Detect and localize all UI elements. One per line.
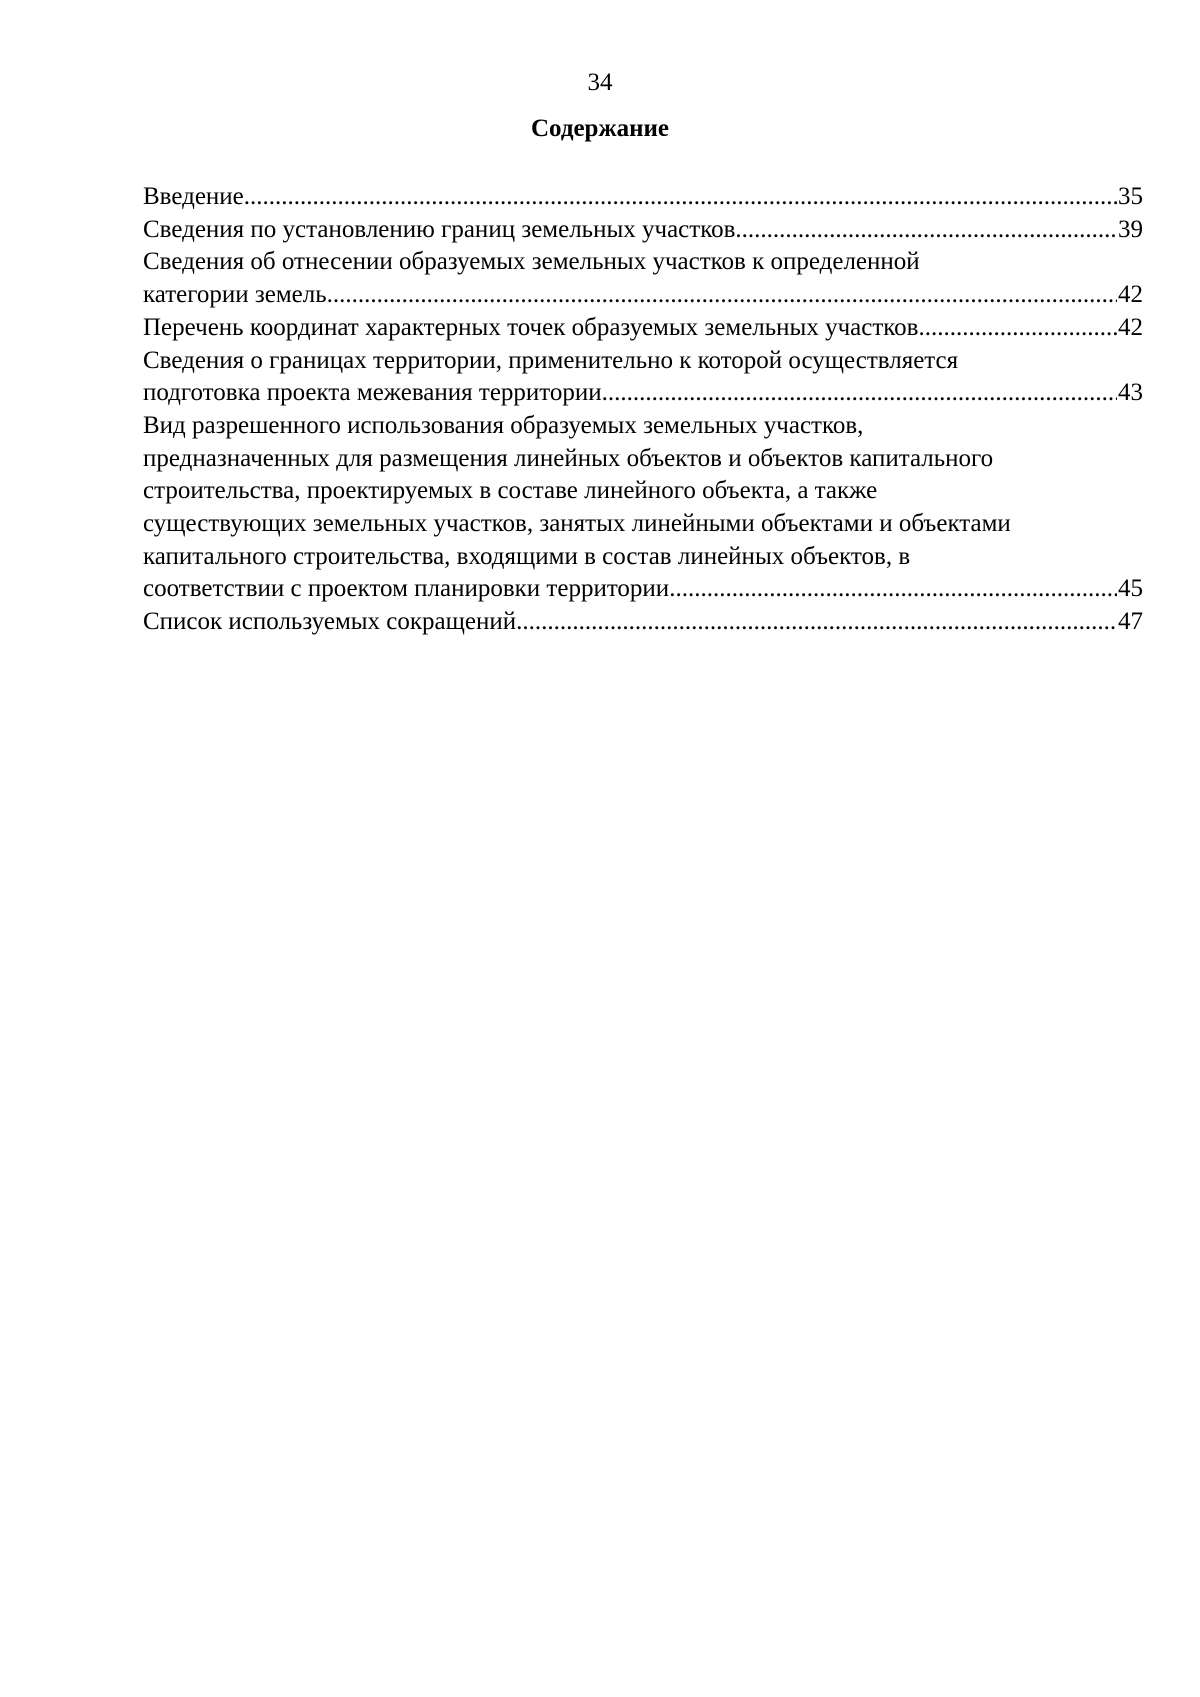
toc-entry-title-line: категории земель	[143, 281, 327, 309]
toc-entry-title-line: Вид разрешенного использования образуемых земельных участков,	[143, 411, 864, 439]
toc-entry-title-line: строительства, проектируемых в составе линейного объекта, а также	[143, 477, 878, 505]
page-number: 34	[587, 69, 613, 96]
toc-entry-title: Список используемых сокращений	[143, 608, 517, 636]
dot-leader	[602, 377, 1117, 410]
toc-entry-title-line: Сведения об отнесении образуемых земельных участков к определенной	[143, 248, 920, 276]
toc-entry-title-line: подготовка проекта межевания территории	[143, 379, 602, 407]
toc-page-number: 47	[1118, 608, 1143, 636]
toc-entry-coordinates[interactable]	[143, 312, 1143, 345]
toc-entry-permitted-use[interactable]	[143, 410, 1143, 606]
toc-page-number: 43	[1118, 379, 1143, 407]
toc-page-number: 39	[1118, 215, 1143, 243]
dot-leader	[516, 606, 1117, 639]
toc-page-number: 45	[1118, 575, 1143, 603]
toc-entry-title-line: соответствии с проектом планировки территории	[143, 575, 670, 603]
toc-entry-introduction[interactable]	[143, 181, 1143, 214]
toc-entry-title: Перечень координат характерных точек образуемых земельных участков	[143, 313, 919, 341]
dot-leader	[918, 312, 1117, 345]
dot-leader	[735, 214, 1117, 247]
table-of-contents	[143, 181, 1143, 639]
toc-entry-title-line: капитального строительства, входящими в состав линейных объектов, в	[143, 542, 911, 570]
toc-entry-boundaries[interactable]	[143, 214, 1143, 247]
toc-entry-title-line: предназначенных для размещения линейных объектов и объектов капитального	[143, 444, 994, 472]
page-title: Содержание	[530, 115, 669, 142]
toc-entry-territory-boundaries[interactable]	[143, 345, 1143, 410]
toc-entry-title-line: существующих земельных участков, занятых линейными объектами и объектами	[143, 510, 1011, 538]
toc-page-number: 42	[1118, 281, 1143, 309]
toc-entry-abbreviations[interactable]	[143, 606, 1143, 639]
dot-leader	[244, 181, 1117, 214]
dot-leader	[327, 279, 1117, 312]
toc-page-number: 42	[1118, 313, 1143, 341]
dot-leader	[669, 573, 1117, 606]
toc-page-number: 35	[1118, 183, 1143, 210]
toc-entry-title: Введение	[143, 183, 244, 210]
toc-entry-land-category[interactable]	[143, 246, 1143, 311]
toc-entry-title: Сведения по установлению границ земельных участков	[143, 215, 736, 243]
toc-entry-title-line: Сведения о границах территории, применительно к которой осуществляется	[143, 346, 959, 374]
